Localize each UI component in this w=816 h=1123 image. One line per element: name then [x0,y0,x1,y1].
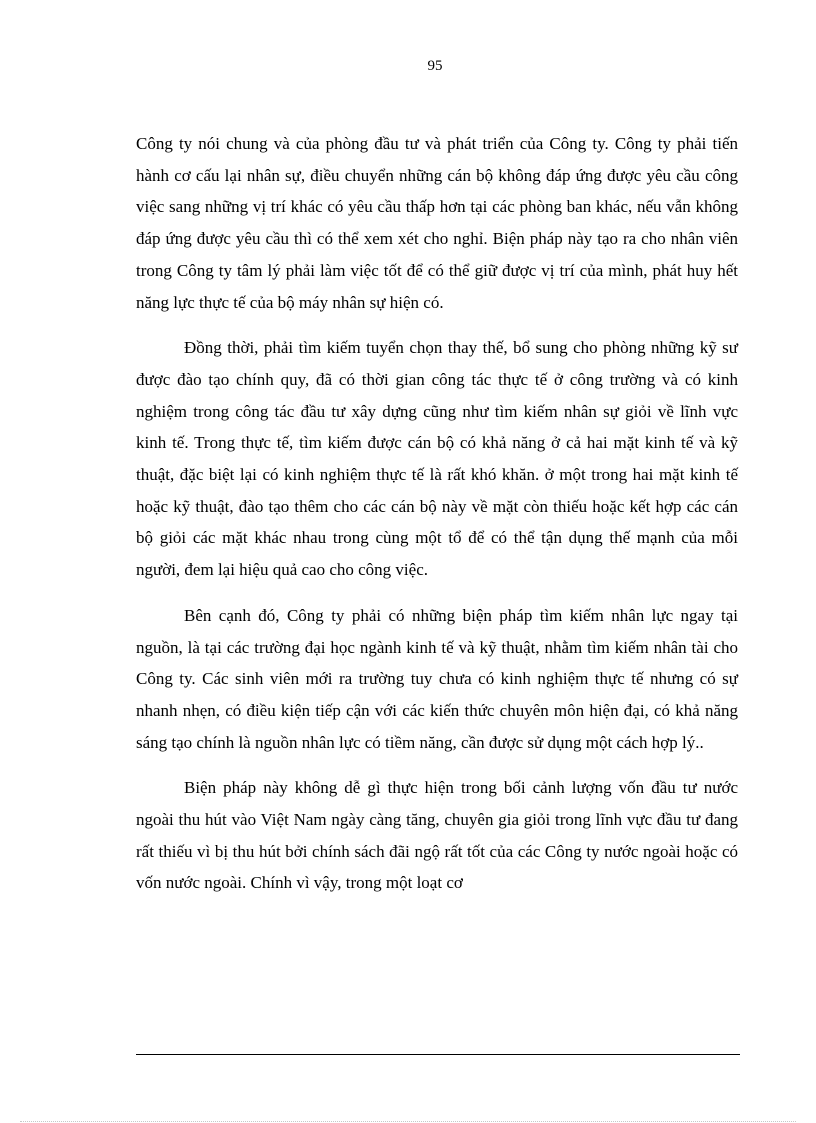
page-edge-divider [20,1121,796,1122]
paragraph-2: Đồng thời, phải tìm kiếm tuyển chọn thay thế, bổ sung cho phòng những kỹ sư được đào tạo chính quy, đã có thời gian công tác thực tế ở công trường và có kinh nghiệm trong công tác đầu tư xây dựng cũng như tìm kiếm nhân sự giỏi về lĩnh vực kinh tế. Trong thực tế, tìm kiếm được cán bộ có khả năng ở cả hai mặt kinh tế và kỹ thuật, đặc biệt lại có kinh nghiệm thực tế là rất khó khăn. ở một trong hai mặt kinh tế hoặc kỹ thuật, đào tạo thêm cho các cán bộ này về mặt còn thiếu hoặc kết hợp các cán bộ giỏi các mặt khác nhau trong cùng một tổ để có thể tận dụng thế mạnh của mỗi người, đem lại hiệu quả cao cho công việc. [136,338,738,580]
footer-rule [136,1054,740,1055]
page-number: 95 [427,58,443,74]
paragraph-4: Biện pháp này không dễ gì thực hiện trong bối cảnh lượng vốn đầu tư nước ngoài thu hút vào Việt Nam ngày càng tăng, chuyên gia giỏi trong lĩnh vực đầu tư đang rất thiếu vì bị thu hút bởi chính sách đãi ngộ rất tốt của các Công ty nước ngoài hoặc có vốn nước ngoài. Chính vì vậy, trong một loạt cơ [136,778,738,893]
paragraph-3: Bên cạnh đó, Công ty phải có những biện pháp tìm kiếm nhân lực ngay tại nguồn, là tại các trường đại học ngành kinh tế và kỹ thuật, nhằm tìm kiếm nhân tài cho Công ty. Các sinh viên mới ra trường tuy chưa có kinh nghiệm thực tế nhưng có sự nhanh nhẹn, có điều kiện tiếp cận với các kiến thức chuyên môn hiện đại, có khả năng sáng tạo chính là nguồn nhân lực có tiềm năng, cần được sử dụng một cách hợp lý.. [136,605,738,752]
body-text [136,128,738,913]
paragraph-1: Công ty nói chung và của phòng đầu tư và phát triển của Công ty. Công ty phải tiến hành cơ cấu lại nhân sự, điều chuyển những cán bộ không đáp ứng được yêu cầu công việc sang những vị trí khác có yêu cầu thấp hơn tại các phòng ban khác, nếu vẫn không đáp ứng được yêu cầu thì có thể xem xét cho nghỉ. Biện pháp này tạo ra cho nhân viên trong Công ty tâm lý phải làm việc tốt để có thể giữ được vị trí của mình, phát huy hết năng lực thực tế của bộ máy nhân sự hiện có. [136,134,738,312]
